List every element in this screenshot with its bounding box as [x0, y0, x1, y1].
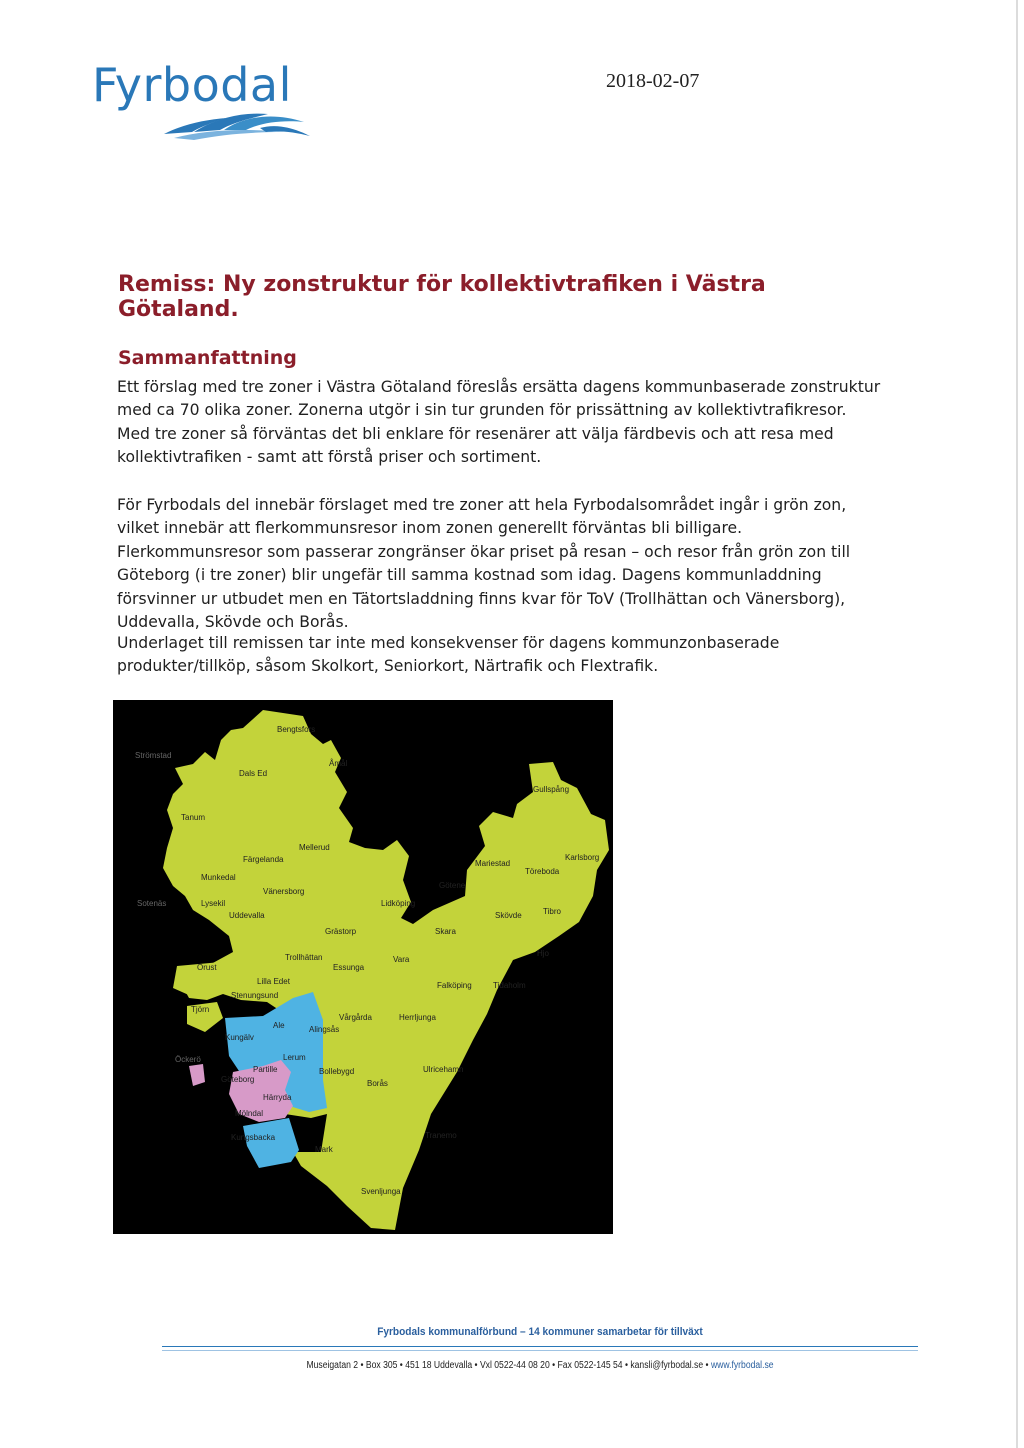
scan-edge	[1016, 0, 1018, 1448]
paragraph-underlag: Underlaget till remissen tar inte med konsekvenser för dagens kommunzonbaserade produkter/tillköp, såsom Skolkort, Seniorkort, Närtrafik och Flextrafik.	[117, 634, 780, 676]
svg-text:Orust: Orust	[197, 963, 217, 972]
svg-text:Sotenäs: Sotenäs	[137, 899, 167, 908]
svg-text:Lysekil: Lysekil	[201, 899, 226, 908]
svg-text:Vänersborg: Vänersborg	[263, 887, 305, 896]
svg-text:Åmål: Åmål	[329, 759, 348, 768]
svg-text:Bengtsfors: Bengtsfors	[277, 725, 316, 734]
svg-text:Göteborg: Göteborg	[221, 1075, 255, 1084]
svg-text:Mariestad: Mariestad	[475, 859, 511, 868]
fyrbodal-logo	[92, 58, 302, 148]
svg-text:Tjörn: Tjörn	[191, 1005, 210, 1014]
svg-text:Grästorp: Grästorp	[325, 927, 357, 936]
svg-text:Skara: Skara	[435, 927, 456, 936]
svg-text:Vårgårda: Vårgårda	[339, 1013, 372, 1022]
svg-text:Trollhättan: Trollhättan	[285, 953, 323, 962]
svg-text:Falköping: Falköping	[437, 981, 472, 990]
document-title: Remiss: Ny zonstruktur för kollektivtrafiken i Västra Götaland.	[118, 272, 766, 322]
svg-text:Herrljunga: Herrljunga	[399, 1013, 436, 1022]
footer-divider-light	[162, 1350, 918, 1351]
svg-text:Lilla Edet: Lilla Edet	[257, 977, 290, 986]
svg-text:Kungsbacka: Kungsbacka	[231, 1133, 276, 1142]
svg-text:Färgelanda: Färgelanda	[243, 855, 284, 864]
svg-text:Tidaholm: Tidaholm	[493, 981, 526, 990]
footer-contact	[215, 1360, 865, 1371]
svg-text:Strömstad: Strömstad	[135, 751, 172, 760]
svg-text:Dals Ed: Dals Ed	[239, 769, 268, 778]
document-date: 2018-02-07	[606, 70, 700, 92]
svg-text:Kungälv: Kungälv	[225, 1033, 254, 1042]
svg-text:Tibro: Tibro	[543, 907, 561, 916]
footer-address: Museigatan 2 • Box 305 • 451 18 Uddevalla • Vxl 0522-44 08 20 • Fax 0522-145 54 • kansli@fyrbodal.se •	[306, 1360, 711, 1371]
svg-text:Skövde: Skövde	[495, 911, 522, 920]
svg-text:Lerum: Lerum	[283, 1053, 306, 1062]
svg-text:Karlsborg: Karlsborg	[565, 853, 600, 862]
footer-website-link[interactable]: www.fyrbodal.se	[710, 1360, 774, 1371]
footer-divider	[162, 1346, 918, 1347]
svg-text:Alingsås: Alingsås	[309, 1025, 340, 1034]
svg-text:Töreboda: Töreboda	[525, 867, 560, 876]
svg-text:Ale: Ale	[273, 1021, 285, 1030]
footer-tagline: Fyrbodals kommunalförbund – 14 kommuner samarbetar för tillväxt	[377, 1326, 703, 1338]
svg-text:Uddevalla: Uddevalla	[229, 911, 265, 920]
svg-text:Borås: Borås	[367, 1079, 388, 1088]
svg-text:Mölndal: Mölndal	[235, 1109, 264, 1118]
section-heading: Sammanfattning	[118, 347, 297, 369]
svg-text:Svenljunga: Svenljunga	[361, 1187, 401, 1196]
svg-text:Mark: Mark	[315, 1145, 333, 1154]
svg-text:Stenungsund: Stenungsund	[231, 991, 279, 1000]
svg-text:Härryda: Härryda	[263, 1093, 292, 1102]
svg-text:Gullspång: Gullspång	[533, 785, 570, 794]
svg-text:Götene: Götene	[439, 881, 466, 890]
logo-waves-icon	[164, 110, 312, 140]
svg-text:Tanum: Tanum	[181, 813, 206, 822]
paragraph-summary: Ett förslag med tre zoner i Västra Götaland föreslås ersätta dagens kommunbaserade zonstruktur med ca 70 olika zoner. Zonerna utgör i sin tur grunden för prissättning av kollektivtrafikresor. Med tre zoner så förväntas det bli enklare för resenärer att välja färdbevis och att resa med kollektivtrafiken - samt att förstå priser och sortiment.	[117, 378, 881, 467]
svg-text:Mellerud: Mellerud	[299, 843, 330, 852]
svg-text:Lidköping: Lidköping	[381, 899, 416, 908]
svg-text:Vara: Vara	[393, 955, 410, 964]
logo-text: Fyrbodal	[92, 58, 292, 112]
svg-text:Hjo: Hjo	[537, 949, 550, 958]
svg-text:Partille: Partille	[253, 1065, 278, 1074]
svg-text:Ulricehamn: Ulricehamn	[423, 1065, 464, 1074]
svg-text:Tranemo: Tranemo	[425, 1131, 457, 1140]
svg-text:Essunga: Essunga	[333, 963, 365, 972]
paragraph-fyrbodal: För Fyrbodals del innebär förslaget med tre zoner att hela Fyrbodalsområdet ingår i grön zon, vilket innebär att flerkommunsresor inom zonen generellt förväntas bli billigare. Flerkommunsresor som passerar zongränser ökar priset på resan – och resor från grön zon till Göteborg (i tre zoner) blir ungefär till samma kostnad som idag. Dagens kommunladdning försvinner ur utbudet men en Tätortsladdning finns kvar för ToV (Trollhättan och Vänersborg), Uddevalla, Skövde och Borås.	[117, 496, 851, 632]
svg-text:Bollebygd: Bollebygd	[319, 1067, 355, 1076]
zone-map	[113, 700, 613, 1234]
svg-text:Öckerö: Öckerö	[175, 1055, 201, 1064]
svg-text:Munkedal: Munkedal	[201, 873, 236, 882]
